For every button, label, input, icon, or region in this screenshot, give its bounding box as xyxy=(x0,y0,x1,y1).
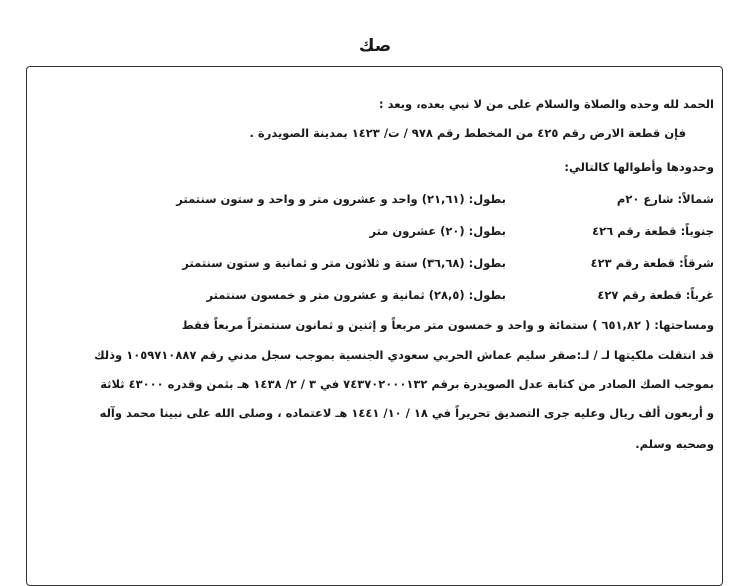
boundary-south-side: جنوباً: قطعة رقم ٤٢٦ xyxy=(592,224,714,238)
intro-line: الحمد لله وحده والصلاة والسلام على من لا نبي بعده، وبعد : xyxy=(379,97,714,111)
parcel-line: فإن قطعة الارض رقم ٤٢٥ من المخطط رقم ٩٧٨ / ت/ ١٤٢٣ بمدينة الصويدرة . xyxy=(249,126,686,140)
boundary-west-length: بطول: (٢٨,٥) ثمانية و عشرون متر و خمسون سنتمتر xyxy=(206,288,506,302)
boundary-east-length: بطول: (٣٦,٦٨) ستة و ثلاثون متر و ثمانية و ستون سنتمتر xyxy=(182,256,506,270)
boundary-north-side: شمالاً: شارع ٢٠م xyxy=(616,192,714,206)
boundary-west-side: غرباً: قطعة رقم ٤٢٧ xyxy=(597,288,714,302)
boundary-north-length: بطول: (٢١,٦١) واحد و عشرون متر و واحد و ستون سنتمتر xyxy=(176,192,506,206)
transfer-line-1: قد انتقلت ملكيتها لـ / لـ:صقر سليم عماش الحربي سعودي الجنسية بموجب سجل مدني رقم ١٠٥٩٧١٠٨٨٧ وذلك xyxy=(94,348,714,362)
boundary-south-length: بطول: (٢٠) عشرون متر xyxy=(369,224,506,238)
boundaries-heading: وحدودها وأطوالها كالتالي: xyxy=(564,160,714,174)
boundary-east-side: شرقاً: قطعة رقم ٤٢٣ xyxy=(590,256,714,270)
closing-line: وصحبه وسلم. xyxy=(635,437,714,451)
document-title: صك xyxy=(358,36,392,56)
area-line: ومساحتها: ( ٦٥١,٨٢ ) ستمائة و واحد و خمسون متر مربعاً و إثنين و ثمانون سنتمتراً مربعاً فقط xyxy=(181,318,714,332)
transfer-line-3: و أربعون ألف ريال وعليه جرى التصديق تحريراً في ١٨ / ١٠/ ١٤٤١ هـ لاعتماده ، وصلى الله على نبينا محمد وآله xyxy=(99,406,714,420)
transfer-line-2: بموجب الصك الصادر من كتابة عدل الصويدرة برقم ٧٤٣٧٠٢٠٠٠١٣٢ في ٣ / ٢/ ١٤٣٨ هـ بثمن وقدره ٤٣٠٠٠ ثلاثة xyxy=(100,377,714,391)
